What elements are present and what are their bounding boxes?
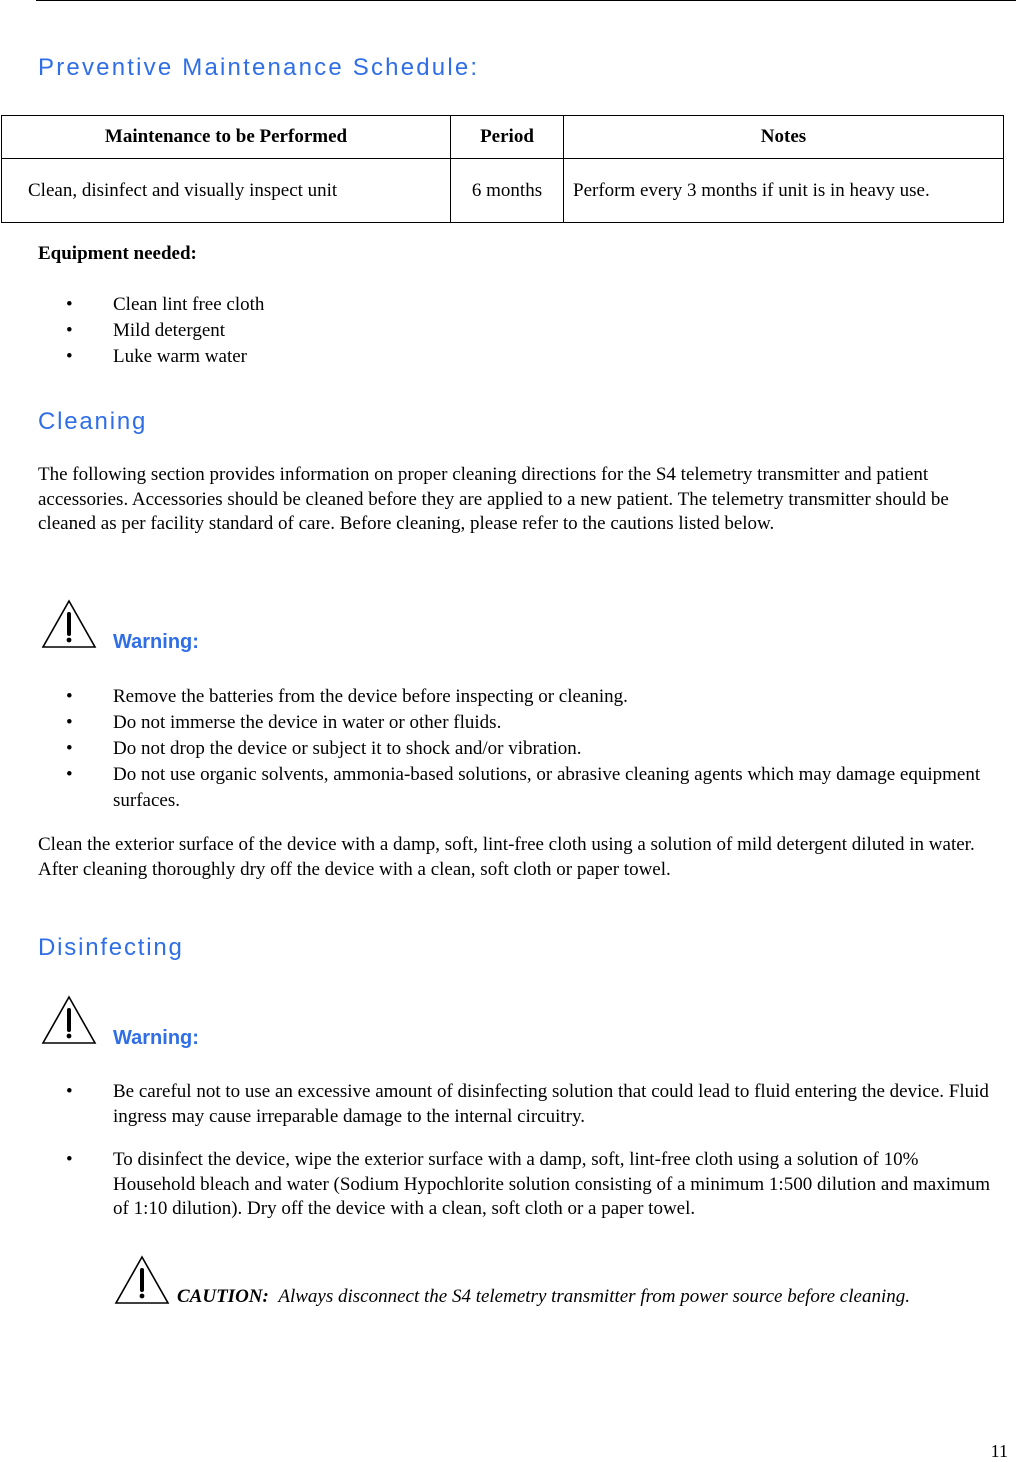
column-header-maintenance: Maintenance to be Performed <box>2 116 451 159</box>
page-title: Preventive Maintenance Schedule: <box>38 54 480 81</box>
warning-icon <box>40 994 98 1046</box>
caution-note <box>177 1286 910 1308</box>
equipment-list <box>0 292 264 370</box>
disinfecting-warning-label: Warning: <box>113 1027 199 1049</box>
cell-notes: Perform every 3 months if unit is in heavy use. <box>564 159 1004 223</box>
cell-maintenance: Clean, disinfect and visually inspect unit <box>2 159 451 223</box>
cleaning-warning-list <box>0 684 990 814</box>
page-number: 11 <box>990 1441 1008 1461</box>
cell-period: 6 months <box>451 159 564 223</box>
list-item: • Clean lint free cloth <box>0 292 264 318</box>
cleaning-instructions: Clean the exterior surface of the device with a damp, soft, lint-free cloth using a solution of mild detergent diluted in water. After cleaning thoroughly dry off the device with a clean, soft cloth or paper towel. <box>38 834 975 880</box>
cleaning-warning-label: Warning: <box>113 631 199 653</box>
list-item: • Luke warm water <box>0 344 264 370</box>
equipment-label: Equipment needed: <box>38 243 197 264</box>
column-header-notes: Notes <box>564 116 1004 159</box>
column-header-period: Period <box>451 116 564 159</box>
caution-label: CAUTION: <box>177 1286 269 1307</box>
list-item: • Do not immerse the device in water or other fluids. <box>0 710 990 736</box>
list-item: • Be careful not to use an excessive amount of disinfecting solution that could lead to fluid entering the device. Fluid ingress may cause irreparable damage to the internal circuitry. <box>0 1080 995 1129</box>
list-item: • Do not use organic solvents, ammonia-based solutions, or abrasive cleaning agents which may damage equipment surfaces. <box>0 762 990 814</box>
top-rule <box>36 0 1016 1</box>
caution-text: Always disconnect the S4 telemetry transmitter from power source before cleaning. <box>278 1286 910 1307</box>
disinfecting-heading: Disinfecting <box>38 934 184 961</box>
list-item: • To disinfect the device, wipe the exterior surface with a damp, soft, lint-free cloth using a solution of 10% Household bleach and water (Sodium Hypochlorite solution consisting of a minimum 1:500 dilution and maximum of 1:10 dilution). Dry off the device with a clean, soft cloth or a paper towel. <box>0 1148 995 1222</box>
disinfecting-warning-list <box>0 1080 995 1222</box>
table-row <box>2 159 1004 223</box>
table-header-row <box>2 116 1004 159</box>
list-item: • Remove the batteries from the device before inspecting or cleaning. <box>0 684 990 710</box>
cleaning-heading: Cleaning <box>38 408 148 435</box>
list-item: • Do not drop the device or subject it to shock and/or vibration. <box>0 736 990 762</box>
warning-icon <box>40 598 98 650</box>
maintenance-schedule-table <box>1 115 1004 223</box>
cleaning-intro: The following section provides information on proper cleaning directions for the S4 telemetry transmitter and patient accessories. Accessories should be cleaned before they are applied to a new patient. The telemetry transmitter should be cleaned as per facility standard of care. Before cleaning, please refer to the cautions listed below. <box>38 464 949 534</box>
caution-icon <box>113 1254 171 1312</box>
list-item: • Mild detergent <box>0 318 264 344</box>
